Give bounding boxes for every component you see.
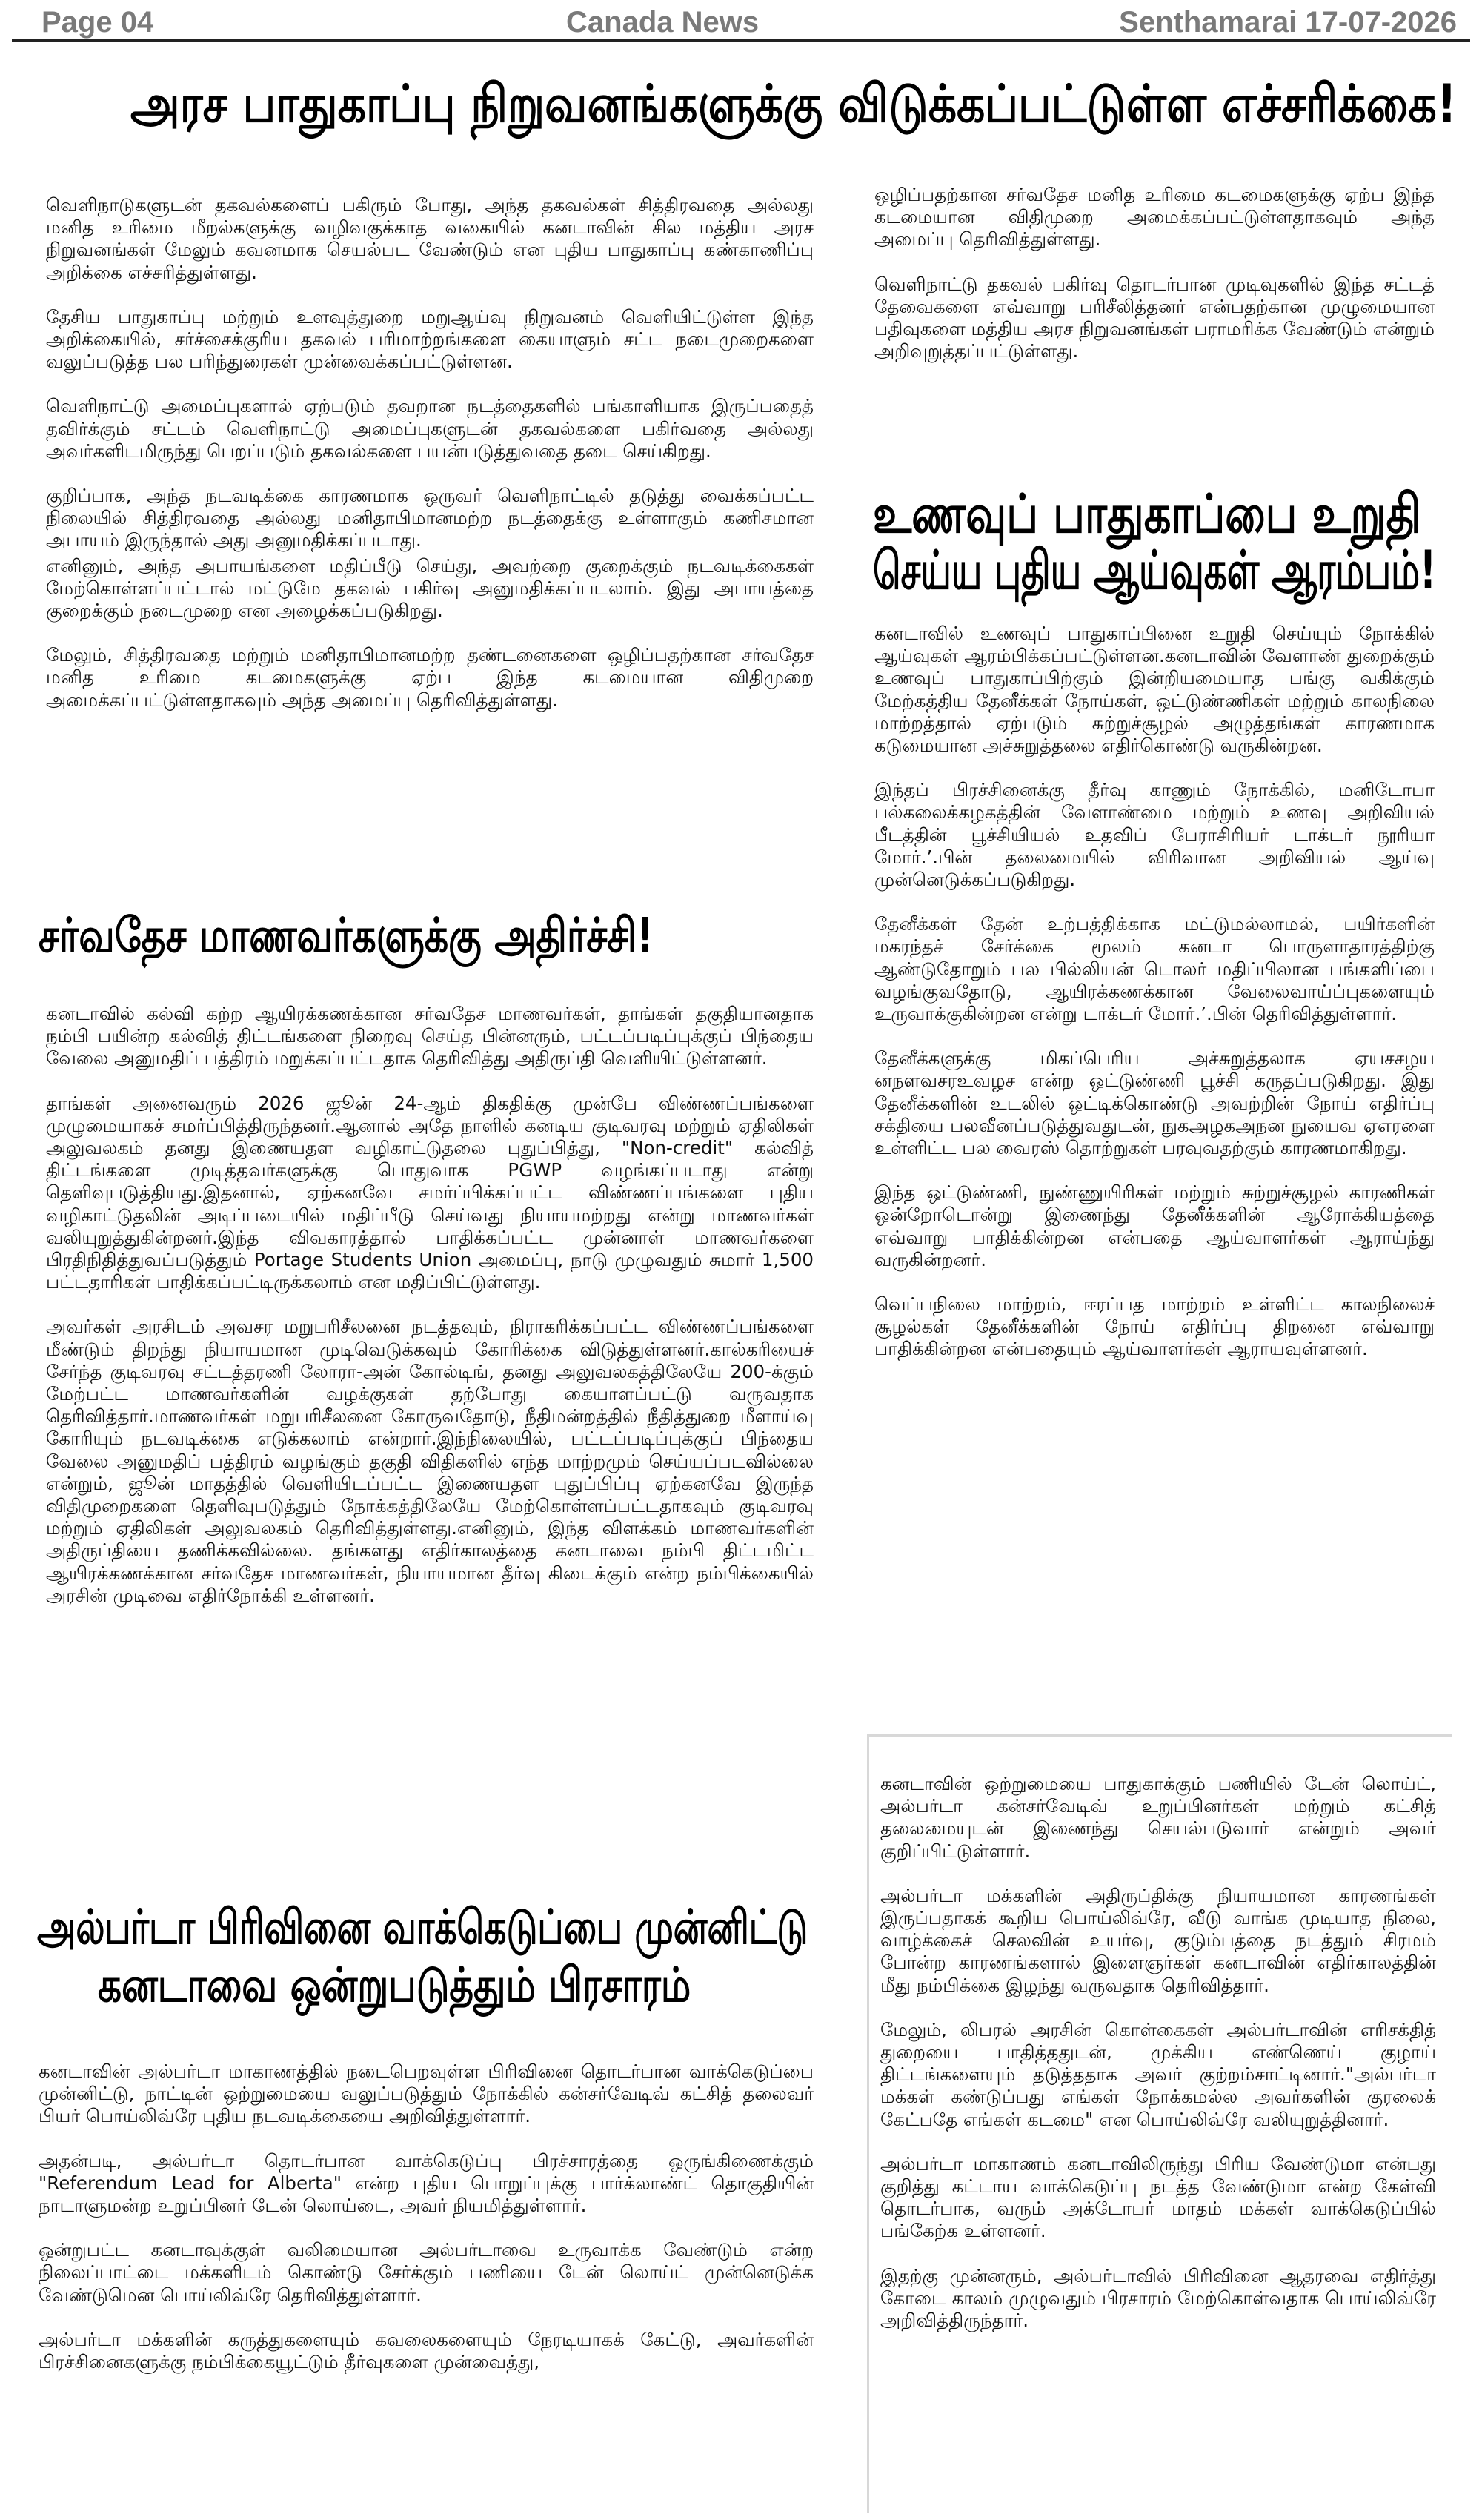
paragraph: இதற்கு முன்னரும், அல்பர்டாவில் பிரிவினை ஆதரவை எதிர்த்து கோடை காலம் முழுவதும் பிரசாரம் மேற்கொள்வதாக பொய்லிவ்ரே அறிவித்திருந்தார்.: [880, 2264, 1436, 2332]
headline-alberta-line1: அல்பர்டா பிரிவினை வாக்கெடுப்பை முன்னிட்டு: [37, 1900, 808, 1955]
paragraph: குறிப்பாக, அந்த நடவடிக்கை காரணமாக ஒருவர் வெளிநாட்டில் தடுத்து வைக்கப்பட்ட நிலையில் சித்திரவதை அல்லது மனிதாபிமானமற்ற நடத்தைக்கு உள்ளாகும் கணிசமான அபாயம் இருந்தால் அது அனுமதிக்கப்படாது.: [46, 485, 814, 551]
headline-security-warning: அரச பாதுகாப்பு நிறுவனங்களுக்கு விடுக்கப்பட்டுள்ள எச்சரிக்கை!: [130, 73, 1458, 134]
headline-food-security-line2: செய்ய புதிய ஆய்வுகள் ஆரம்பம்!: [873, 539, 1437, 601]
paragraph: வெளிநாடுகளுடன் தகவல்களைப் பகிரும் போது, அந்த தகவல்கள் சித்திரவதை அல்லது மனித உரிமை மீறல்களுக்கு வழிவகுக்காத வகையில் கனடாவின் சில மத்திய அரச நிறுவனங்கள் மேலும் கவனமாக செயல்பட வேண்டும் என புதிய பாதுகாப்பு கண்காணிப்பு அறிக்கை எச்சரித்துள்ளது.: [46, 194, 814, 283]
paragraph-continuation: ஒழிப்பதற்கான சர்வதேச மனித உரிமை கடமைகளுக்கு ஏற்ப இந்த கடமையான விதிமுறை அமைக்கப்பட்டுள்ளதாகவும் அந்த அமைப்பு தெரிவித்துள்ளது.: [874, 184, 1435, 251]
article-alberta-body: [39, 2060, 814, 2373]
paragraph: தாங்கள் அனைவரும் 2026 ஜூன் 24-ஆம் திகதிக்கு முன்பே விண்ணப்பங்களை முழுமையாகச் சமர்ப்பித்திருந்தனர்.ஆனால் அதே நாளில் கனடிய குடிவரவு மற்றும் ஏதிலிகள் அலுவலகம் தனது இணையதள வழிகாட்டுதலை புதுப்பித்து, "Non-credit" கல்வித் திட்டங்களை முடித்தவர்களுக்கு பொதுவாக PGWP வழங்கப்படாது என்று தெளிவுபடுத்தியது.இதனால், ஏற்கனவே சமர்ப்பிக்கப்பட்ட விண்ணப்பங்களை புதிய வழிகாட்டுதலின் அடிப்படையில் மதிப்பீடு செய்வது நியாயமற்றது என்று மாணவர்கள் வலியுறுத்துகின்றனர்.இந்த விவகாரத்தால் பாதிக்கப்பட்ட முன்னாள் மாணவர்களை பிரதிநிதித்துவப்படுத்தும் Portage Students Union அமைப்பு, நாடு முழுவதும் சுமார் 1,500 பட்டதாரிகள் பாதிக்கப்பட்டிருக்கலாம் என மதிப்பிட்டுள்ளது.: [46, 1092, 814, 1293]
headline-international-students: சர்வதேச மாணவர்களுக்கு அதிர்ச்சி!: [39, 909, 654, 964]
paragraph: அல்பர்டா மக்களின் கருத்துகளையும் கவலைகளையும் நேரடியாகக் கேட்டு, அவர்களின் பிரச்சினைகளுக்கு நம்பிக்கையூட்டும் தீர்வுகளை முன்வைத்து,: [39, 2328, 814, 2373]
article-students-body: [46, 1003, 814, 1629]
paragraph-continued: மேலும், சித்திரவதை மற்றும் மனிதாபிமானமற்ற தண்டனைகளை ஒழிப்பதற்கான சர்வதேச மனித உரிமை கடமைகளுக்கு ஏற்ப இந்த கடமையான விதிமுறை அமைக்கப்பட்டுள்ளதாகவும் அந்த அமைப்பு தெரிவித்துள்ளது.: [46, 644, 814, 711]
publication-date: Senthamarai 17-07-2026: [1119, 6, 1457, 39]
paragraph: அல்பர்டா மாகாணம் கனடாவிலிருந்து பிரிய வேண்டுமா என்பது குறித்து கட்டாய வாக்கெடுப்பு நடத்த வேண்டுமா என்ற கேள்வி தொடர்பாக, வரும் அக்டோபர் மாதம் மக்கள் வாக்கெடுப்பில் பங்கேற்க உள்ளனர்.: [880, 2152, 1436, 2242]
page-number: Page 04: [41, 6, 154, 39]
paragraph: மேலும், லிபரல் அரசின் கொள்கைகள் அல்பர்டாவின் எரிசக்தித் துறையை பாதித்ததுடன், முக்கிய எண்ணெய் குழாய் திட்டங்களையும் தடுத்ததாக அவர் குற்றம்சாட்டினார்."அல்பர்டா மக்கள் கண்டுப்பது எங்கள் நோக்கமல்ல அவர்களின் குரலைக் கேட்பதே எங்கள் கடமை" என பொய்லிவ்ரே வலியுறுத்தினார்.: [880, 2018, 1436, 2130]
headline-food-security-line1: உணவுப் பாதுகாப்பை உறுதி: [873, 483, 1421, 545]
paragraph: அதன்படி, அல்பர்டா தொடர்பான வாக்கெடுப்பு பிரச்சாரத்தை ஒருங்கிணைக்கும் "Referendum Lead for Alberta" என்ற புதிய பொறுப்புக்கு பார்க்லாண்ட் தொகுதியின் நாடாளுமன்ற உறுப்பினர் டேன் லொய்டை, அவர் நியமித்துள்ளார்.: [39, 2149, 814, 2217]
paragraph: கனடாவின் ஒற்றுமையை பாதுகாக்கும் பணியில் டேன் லொய்ட், அல்பர்டா கன்சர்வேடிவ் உறுப்பினர்கள் மற்றும் கட்சித் தலைமையுடன் இணைந்து செயல்படுவார் என்றும் அவர் குறிப்பிட்டுள்ளார்.: [880, 1773, 1436, 1862]
paragraph: [874, 184, 1435, 251]
paragraph: எனினும், அந்த அபாயங்களை மதிப்பீடு செய்து, அவற்றை குறைக்கும் நடவடிக்கைகள் மேற்கொள்ளப்பட்டால் மட்டுமே தகவல் பகிர்வு அனுமதிக்கப்படலாம். இது அபாயத்தை குறைக்கும் நடைமுறை என அழைக்கப்படுகிறது.: [46, 554, 814, 622]
paragraph: அவர்கள் அரசிடம் அவசர மறுபரிசீலனை நடத்தவும், நிராகரிக்கப்பட்ட விண்ணப்பங்களை மீண்டும் திறந்து நியாயமான முடிவெடுக்கவும் கோரிக்கை விடுத்துள்ளனர்.கால்கரியைச் சேர்ந்த குடிவரவு சட்டத்தரணி லோரா-அன் கோல்டிங், தனது அலுவலகத்திலேயே 200-க்கும் மேற்பட்ட மாணவர்களின் வழக்குகள் தற்போது கையாளப்பட்டு வருவதாக தெரிவித்தார்.மாணவர்கள் மறுபரிசீலனை கோருவதோடு, நீதிமன்றத்தில் நீதித்துறை மீளாய்வு கோரியும் நடவடிக்கை எடுக்கலாம் என்றார்.இந்நிலையில், பட்டப்படிப்புக்குப் பிந்தைய வேலை அனுமதிப் பத்திரம் வழங்கும் தகுதி விதிகளில் எந்த மாற்றமும் செய்யப்படவில்லை என்றும், ஜூன் மாதத்தில் வெளியிடப்பட்ட இணையதள புதுப்பிப்பு ஏற்கனவே இருந்த விதிமுறைகளை தெளிவுபடுத்தும் நோக்கத்திலேயே மேற்கொள்ளப்பட்டதாகவும் குடிவரவு மற்றும் ஏதிலிகள் அலுவலகம் தெரிவித்துள்ளது.எனினும், இந்த விளக்கம் மாணவர்களின் அதிருப்தியை தணிக்கவில்லை. தங்களது எதிர்காலத்தை கனடாவை நம்பி திட்டமிட்ட ஆயிரக்கணக்கான சர்வதேச மாணவர்கள், நியாயமான தீர்வு கிடைக்கும் என்ற நம்பிக்கையில் அரசின் முடிவை எதிர்நோக்கி உள்ளனர்.: [46, 1316, 814, 1606]
paragraph: தேனீக்கள் தேன் உற்பத்திக்காக மட்டுமல்லாமல், பயிர்களின் மகரந்தச் சேர்க்கை மூலம் கனடா பொருளாதாரத்திற்கு ஆண்டுதோறும் பல பில்லியன் டொலர் மதிப்பிலான பங்களிப்பை வழங்குவதோடு, ஆயிரக்கணக்கான வேலைவாய்ப்புகளையும் உருவாக்குகின்றன என்று டாக்டர் மோர்.’.பின் தெரிவித்துள்ளார்.: [874, 913, 1435, 1025]
paragraph: கனடாவின் அல்பர்டா மாகாணத்தில் நடைபெறவுள்ள பிரிவினை தொடர்பான வாக்கெடுப்பை முன்னிட்டு, நாட்டின் ஒற்றுமையை வலுப்படுத்தும் நோக்கில் கன்சர்வேடிவ் கட்சித் தலைவர் பியர் பொய்லிவ்ரே புதிய நடவடிக்கையை அறிவித்துள்ளார்.: [39, 2060, 814, 2127]
article-security-continued: [874, 184, 1435, 385]
section-name: Canada News: [566, 6, 760, 39]
paragraph: வெளிநாட்டு அமைப்புகளால் ஏற்படும் தவறான நடத்தைகளில் பங்காளியாக இருப்பதைத் தவிர்க்கும் சட்டம் வெளிநாட்டு அமைப்புகளுடன் தகவல்களை பகிர்வதை அல்லது அவர்களிடமிருந்து பெறப்படும் தகவல்களை பயன்படுத்துவதை தடை செய்கிறது.: [46, 395, 814, 462]
paragraph: இந்த ஒட்டுண்ணி, நுண்ணுயிரிகள் மற்றும் சுற்றுச்சூழல் காரணிகள் ஒன்றோடொன்று இணைந்து தேனீக்களின் ஆரோக்கியத்தை எவ்வாறு பாதிக்கின்றன என்பதை ஆய்வாளர்கள் ஆராய்ந்து வருகின்றனர்.: [874, 1181, 1435, 1270]
paragraph: கனடாவில் கல்வி கற்ற ஆயிரக்கணக்கான சர்வதேச மாணவர்கள், தாங்கள் தகுதியானதாக நம்பி பயின்ற கல்வித் திட்டங்களை நிறைவு செய்த பின்னரும், பட்டப்படிப்புக்குப் பிந்தைய வேலை அனுமதிப் பத்திரம் மறுக்கப்பட்டதாக தெரிவித்து அதிருப்தி வெளியிட்டுள்ளனர்.: [46, 1003, 814, 1070]
paragraph: வெளிநாட்டு தகவல் பகிர்வு தொடர்பான முடிவுகளில் இந்த சட்டத் தேவைகளை எவ்வாறு பரிசீலித்தனர் என்பதற்கான முழுமையான பதிவுகளை மத்திய அரச நிறுவனங்கள் பராமரிக்க வேண்டும் என்றும் அறிவுறுத்தப்பட்டுள்ளது.: [874, 273, 1435, 362]
paragraph: தேசிய பாதுகாப்பு மற்றும் உளவுத்துறை மறுஆய்வு நிறுவனம் வெளியிட்டுள்ள இந்த அறிக்கையில், சர்ச்சைக்குரிய தகவல் பரிமாற்றங்களை கையாளும் சட்ட நடைமுறைகளை வலுப்படுத்த பல பரிந்துரைகள் முன்வைக்கப்பட்டுள்ளன.: [46, 305, 814, 373]
paragraph: கனடாவில் உணவுப் பாதுகாப்பினை உறுதி செய்யும் நோக்கில் ஆய்வுகள் ஆரம்பிக்கப்பட்டுள்ளன.கனடாவின் வேளாண் துறைக்கும் உணவுப் பாதுகாப்பிற்கும் இன்றியமையாத பங்கு வகிக்கும் மேற்கத்திய தேனீக்கள் நோய்கள், ஒட்டுண்ணிகள் மற்றும் காலநிலை மாற்றத்தால் ஏற்படும் சுற்றுச்சூழல் அழுத்தங்கள் காரணமாக கடுமையான அச்சுறுத்தலை எதிர்கொண்டு வருகின்றன.: [874, 623, 1435, 757]
article-food-body: [874, 623, 1435, 1383]
paragraph: வெப்பநிலை மாற்றம், ஈரப்பத மாற்றம் உள்ளிட்ட காலநிலைச் சூழல்கள் தேனீக்களின் நோய் எதிர்ப்பு திறனை எவ்வாறு பாதிக்கின்றன என்பதையும் ஆய்வாளர்கள் ஆராயவுள்ளனர்.: [874, 1293, 1435, 1360]
paragraph: இந்தப் பிரச்சினைக்கு தீர்வு காணும் நோக்கில், மனிடோபா பல்கலைக்கழகத்தின் வேளாண்மை மற்றும் உணவு அறிவியல் பீடத்தின் பூச்சியியல் உதவிப் பேராசிரியர் டாக்டர் நூரியா மோர்.’.பின் தலைமையில் விரிவான அறிவியல் ஆய்வு முன்னெடுக்கப்படுகிறது.: [874, 779, 1435, 891]
paragraph: தேனீக்களுக்கு மிகப்பெரிய அச்சுறுத்தலாக ஏயசசழய னநளவசரஉவழச என்ற ஒட்டுண்ணி பூச்சி கருதப்படுகிறது. இது தேனீக்களின் உடலில் ஒட்டிக்கொண்டு அவற்றின் நோய் எதிர்ப்பு சக்தியை பலவீனப்படுத்துவதுடன், நுகஅழகஅநன நுயைவ ஏஎரளை உள்ளிட்ட பல வைரஸ் தொற்றுகள் பரவுவதற்கும் காரணமாகிறது.: [874, 1047, 1435, 1159]
headline-alberta-line2: கனடாவை ஒன்றுபடுத்தும் பிரசாரம்: [98, 1958, 691, 2013]
article-security-body: [46, 194, 814, 711]
article-alberta-continued: [880, 1773, 1436, 2332]
page-header-bar: [12, 4, 1470, 42]
paragraph: ஒன்றுபட்ட கனடாவுக்குள் வலிமையான அல்பர்டாவை உருவாக்க வேண்டும் என்ற நிலைப்பாட்டை மக்களிடம் கொண்டு சேர்க்கும் பணியை டேன் லொய்ட் முன்னெடுக்க வேண்டுமென பொய்லிவ்ரே தெரிவித்துள்ளார்.: [39, 2239, 814, 2306]
paragraph: அல்பர்டா மக்களின் அதிருப்திக்கு நியாயமான காரணங்கள் இருப்பதாகக் கூறிய பொய்லிவ்ரே, வீடு வாங்க முடியாத நிலை, வாழ்க்கைச் செலவின் உயர்வு, குடும்பத்தை நடத்தும் சிரமம் போன்ற காரணங்களால் இளைஞர்கள் கனடாவின் எதிர்காலத்தின் மீது நம்பிக்கை இழந்து வருவதாக தெரிவித்தார்.: [880, 1884, 1436, 1996]
